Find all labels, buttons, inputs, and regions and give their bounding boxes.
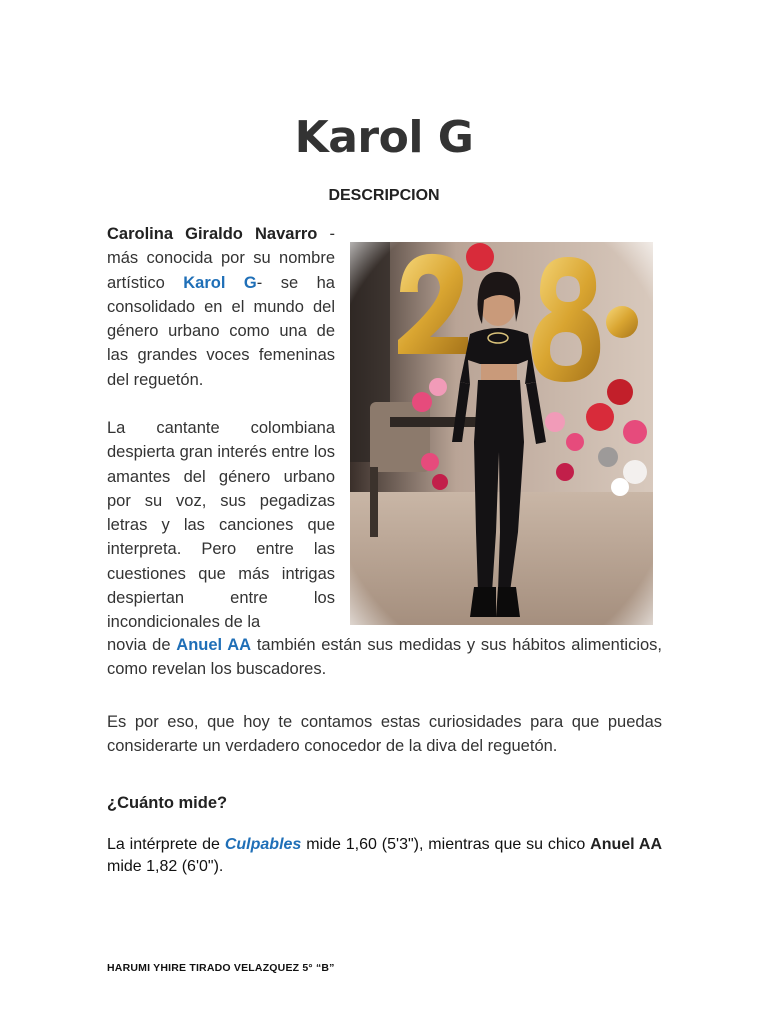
height-text-c: mide 1,82 (6'0").: [107, 858, 224, 875]
question-heading: ¿Cuánto mide?: [107, 794, 228, 812]
page-title: Karol G: [294, 112, 474, 163]
song-title: Culpables: [224, 836, 302, 853]
paragraph-height: [107, 834, 662, 878]
partner-name-bold: Anuel AA: [590, 836, 663, 853]
author-footer: HARUMI YHIRE TIRADO VELAZQUEZ 5° “B”: [107, 962, 335, 974]
intro-text-a: - más conocida por su nombre artístico: [107, 225, 335, 292]
paragraph-curiosities: Es por eso, que hoy te contamos estas curiosidades para que puedas considerarte un verdadero conocedor de la diva del reguetón.: [107, 713, 662, 756]
paragraph-intro: [107, 222, 335, 392]
paragraph-interest: La cantante colombiana despierta gran interés entre los amantes del género urbano por su voz, sus pegadizas letras y las canciones que interpreta. Pero entre las cuestiones que más intrigas despiertan entre los incondicionales de la: [107, 419, 335, 632]
partner-name: Anuel AA: [176, 636, 252, 654]
height-text-b: mide 1,60 (5'3"), mientras que su chico: [301, 836, 591, 853]
continued-text-a: novia de: [107, 636, 177, 654]
full-name: Carolina Giraldo Navarro: [107, 225, 318, 243]
intro-text-b: - se ha consolidado en el mundo del género urbano como una de las grandes voces femeninas del reguetón.: [107, 273, 335, 389]
section-heading: DESCRIPCION: [328, 187, 440, 204]
artist-name: Karol G: [183, 273, 257, 292]
artist-photo: [350, 242, 653, 625]
paragraph-interest-continued: [107, 633, 662, 682]
height-text-a: La intérprete de: [107, 836, 225, 853]
continued-text-b: también están sus medidas y sus hábitos alimenticios, como revelan los buscadores.: [107, 636, 663, 679]
